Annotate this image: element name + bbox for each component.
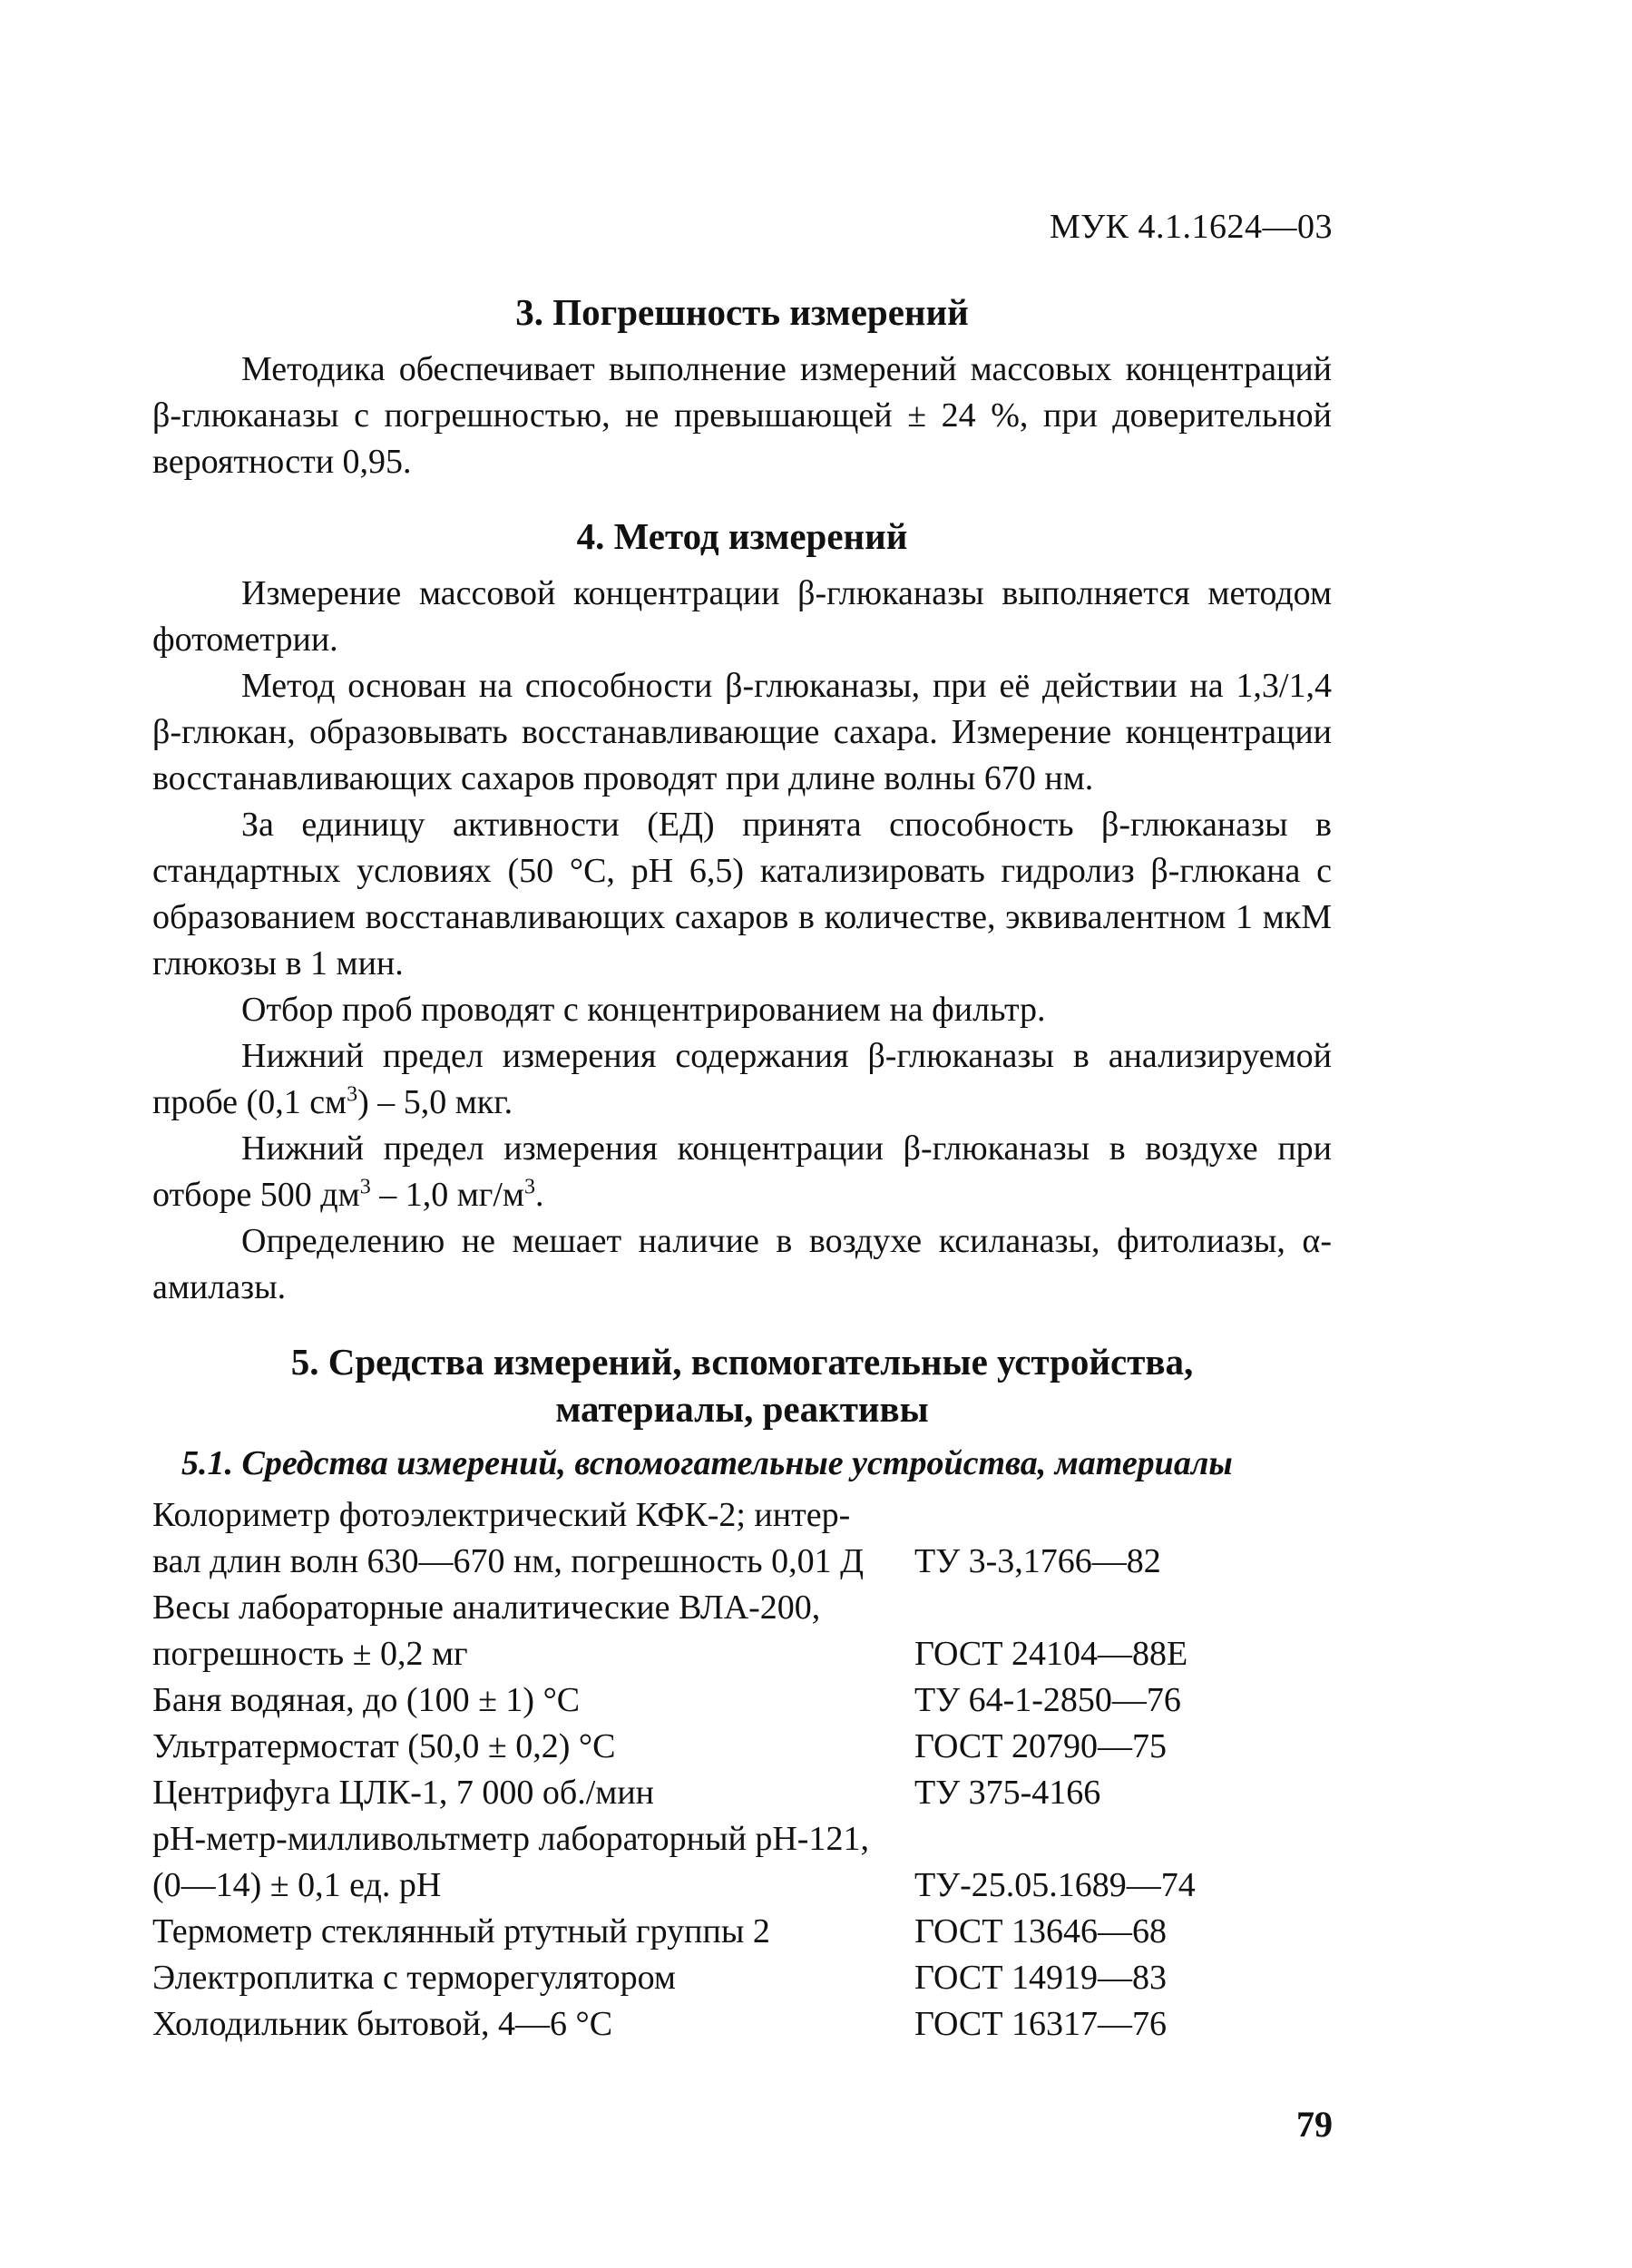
equipment-standard: ТУ 64-1-2850—76 xyxy=(914,1681,1181,1719)
equipment-name: Холодильник бытовой, 4—6 °С xyxy=(152,2005,613,2043)
equipment-name: Баня водяная, до (100 ± 1) °С xyxy=(152,1681,581,1719)
equipment-name: Колориметр фотоэлектрический КФК-2; интер- xyxy=(152,1496,851,1534)
equipment-name: Весы лабораторные аналитические ВЛА-200, xyxy=(152,1589,821,1627)
equipment-standard: ГОСТ 13646—68 xyxy=(914,1912,1167,1950)
equipment-standard: ГОСТ 20790—75 xyxy=(914,1727,1167,1765)
section-4-paragraph-1: Измерение массовой концентрации β-глюканазы выполняется методом фотометрии. xyxy=(152,574,1332,659)
equipment-row xyxy=(152,1631,1295,1677)
equipment-row xyxy=(152,1816,1295,1862)
equipment-row xyxy=(152,1770,1295,1816)
equipment-name: Электроплитка с терморегулятором xyxy=(152,1959,676,1997)
equipment-table xyxy=(152,1492,1295,2048)
equipment-name: погрешность ± 0,2 мг xyxy=(152,1635,468,1673)
p6-text-c: . xyxy=(534,1176,544,1214)
equipment-row xyxy=(152,1677,1295,1724)
document-body xyxy=(152,288,1332,2048)
equipment-standard: ТУ 3-3,1766—82 xyxy=(914,1542,1161,1580)
equipment-name: рН-метр-милливольтметр лабораторный рН-121, xyxy=(152,1820,869,1858)
equipment-standard xyxy=(904,1492,1295,1539)
equipment-row xyxy=(152,2001,1295,2048)
section-4-paragraph-5 xyxy=(152,1033,1332,1126)
p6-text-a: Нижний предел измерения концентрации β-глюканазы в воздухе при отборе 500 дм xyxy=(152,1129,1332,1214)
equipment-row xyxy=(152,1909,1295,1955)
section-4-paragraph-4: Отбор проб проводят с концентрированием на фильтр. xyxy=(241,991,1046,1029)
equipment-name: вал длин волн 630—670 нм, погрешность 0,01 Д xyxy=(152,1542,864,1580)
equipment-row xyxy=(152,1862,1295,1909)
p5-superscript: 3 xyxy=(347,1082,358,1107)
section-4-paragraph-6 xyxy=(152,1126,1332,1218)
section-4-paragraph-3: За единицу активности (ЕД) принята способность β-глюканазы в стандартных условиях (50 °С, рН 6,5) катализировать гидролиз β-глюкана с образованием восстанавливающих сахаров в количестве, эквивалентном 1 мкМ глюкозы в 1 мин. xyxy=(152,806,1332,982)
p5-text-b: ) – 5,0 мкг. xyxy=(357,1083,513,1121)
equipment-standard: ГОСТ 14919—83 xyxy=(914,1959,1167,1997)
equipment-standard xyxy=(904,1585,1295,1631)
section-5-title xyxy=(152,1338,1332,1432)
equipment-name: Термометр стеклянный ртутный группы 2 xyxy=(152,1912,770,1950)
section-3 xyxy=(152,288,1332,485)
section-3-title: 3. Погрешность измерений xyxy=(515,291,969,333)
equipment-standard: ГОСТ 24104—88Е xyxy=(914,1635,1188,1673)
section-3-paragraph: Методика обеспечивает выполнение измерений массовых концентраций β-глюканазы с погрешностью, не превышающей ± 24 %, при доверительной вероятности 0,95. xyxy=(152,350,1332,481)
equipment-name: Ультратермостат (50,0 ± 0,2) °С xyxy=(152,1727,616,1765)
equipment-table-body xyxy=(152,1492,1295,2048)
section-4 xyxy=(152,513,1332,1311)
equipment-row xyxy=(152,1492,1295,1539)
equipment-standard: ТУ-25.05.1689—74 xyxy=(914,1866,1196,1904)
subsection-5-1-title: 5.1. Средства измерений, вспомогательные устройства, материалы xyxy=(181,1444,1233,1482)
p6-superscript-2: 3 xyxy=(523,1175,535,1199)
equipment-row xyxy=(152,1539,1295,1585)
equipment-row xyxy=(152,1955,1295,2001)
page-number: 79 xyxy=(1296,2104,1333,2145)
section-4-paragraph-7: Определению не мешает наличие в воздухе ксиланазы, фитолиазы, α-амилазы. xyxy=(152,1222,1332,1306)
section-5 xyxy=(152,1338,1332,2048)
equipment-row xyxy=(152,1585,1295,1631)
section-5-title-line-1: 5. Средства измерений, вспомогательные устройства, xyxy=(290,1341,1194,1383)
equipment-name: (0—14) ± 0,1 ед. рН xyxy=(152,1866,442,1904)
document-code: МУК 4.1.1624—03 xyxy=(1049,208,1333,246)
section-5-title-line-2: материалы, реактивы xyxy=(555,1388,929,1430)
equipment-standard xyxy=(904,1816,1295,1862)
p5-text-a: Нижний предел измерения содержания β-глюканазы в анализируемой пробе (0,1 см xyxy=(152,1037,1332,1121)
p6-superscript-1: 3 xyxy=(359,1175,371,1199)
equipment-name: Центрифуга ЦЛК-1, 7 000 об./мин xyxy=(152,1774,655,1812)
equipment-row xyxy=(152,1724,1295,1770)
p6-text-b: – 1,0 мг/м xyxy=(370,1176,524,1214)
section-4-paragraph-2: Метод основан на способности β-глюканазы, при её действии на 1,3/1,4 β-глюкан, образовывать восстанавливающие сахара. Измерение концентрации восстанавливающих сахаров проводят при длине волны 670 нм. xyxy=(152,667,1332,797)
equipment-standard: ТУ 375-4166 xyxy=(914,1774,1101,1812)
equipment-standard: ГОСТ 16317—76 xyxy=(914,2005,1167,2043)
section-4-title: 4. Метод измерений xyxy=(576,515,908,557)
